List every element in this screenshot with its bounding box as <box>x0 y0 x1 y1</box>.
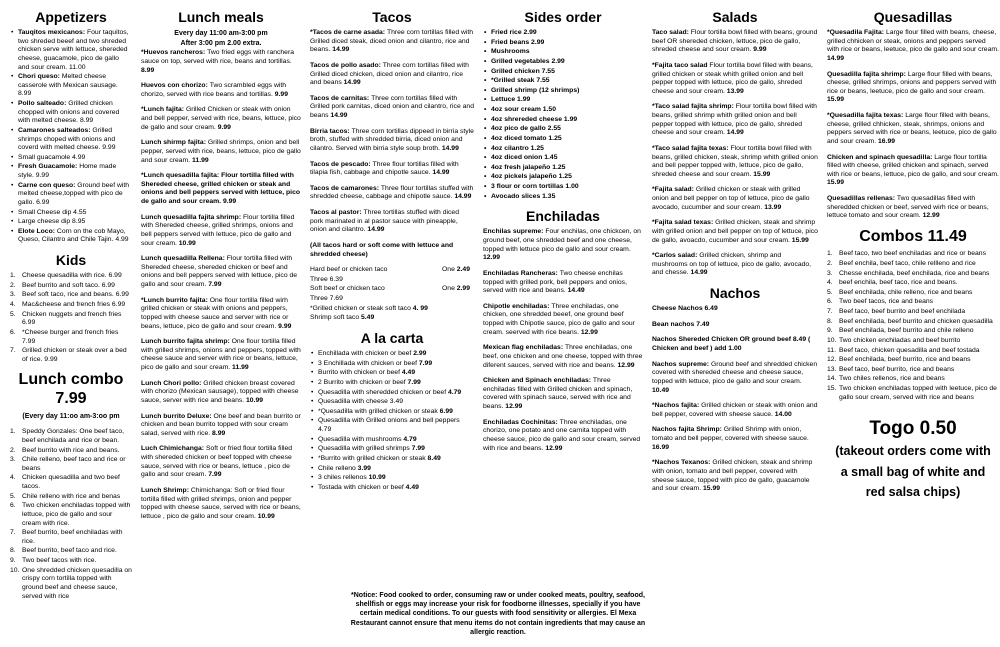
menu-item: *Carlos salad: Grilled chicken, shrimp and mushrooms on top of lettuce, pico de gallo, avocado, and chesse. 14.99 <box>652 252 812 277</box>
menu-item: • Grilled shrimp (12 shrimps) <box>483 87 643 96</box>
menu-item: • Small guacamole 4.99 <box>10 154 132 163</box>
section-lunch-meals <box>141 9 301 521</box>
menu-item: Beef taco, two beef enchiladas and rice or beans <box>839 250 986 258</box>
menu-item: • *Grilled steak 7.55 <box>483 77 643 86</box>
menu-item: Beef enchilada, chile relleno, rice and beans <box>839 288 973 296</box>
menu-item: Beef taco, beef burrito, rice and beans <box>839 365 955 373</box>
menu-item: Beef enchilada, beef burrito and chile relleno <box>839 327 974 335</box>
menu-item: • *Burrito with grilled chicken or steak 8.49 <box>310 455 474 464</box>
menu-item: Tacos al pastor: Three tortillas stuffed with diced pork marinated in al pastor sauce with pineapple, onion and cilantro. 14.99 <box>310 209 459 234</box>
menu-item: Chile relleno, beef taco and rice or beans <box>22 456 126 472</box>
menu-item: *Fajita taco salad Flour tortilla bowl filled with beans, grilled chicken or steak whith grilled onion and bell pepper topped with lettuce, pico de gallo, shreded cheese and sour cream. 13.99 <box>652 61 813 95</box>
menu-item: Two chiles rellenos, rice and beans <box>839 375 945 383</box>
menu-item: *Huevos rancheros: Two fried eggs with ranchera sauce on top, served with rice, beans and tortillas. 8.99 <box>141 49 295 74</box>
menu-item: *Cheese burger and french fries 7.99 <box>22 328 119 345</box>
section-title: Togo 0.50 <box>869 418 957 440</box>
menu-item: • Quesadilla with cheese 3.49 <box>310 398 474 407</box>
menu-item: Huevos con chorizo: Two scrambled eggs with chorizo, served with rice beans and tortillas. 9.99 <box>141 82 288 98</box>
menu-item: *Quesadilla fajita texas: Large flour filled with beans, cheese, grilled chhicken, steak, shrimps, onions and peppers served with rice or beans, leetuce, pico de gallo and sour cream. 16.99 <box>827 112 997 145</box>
menu-item: Tacos de carnitas: Three corn tortillas filled with Grilled pork carnitas, diced onion and cilantro, rice and beans 14.99 <box>310 94 474 120</box>
menu-item: • Quesadilla with grilled shrimps 7.99 <box>310 445 474 454</box>
section-items <box>310 266 474 323</box>
menu-item: Beef burrito, beef taco and rice. <box>22 547 117 555</box>
menu-item: Beef taco, beef burrito and beef enchilada <box>839 308 966 316</box>
menu-column-3 <box>310 6 474 499</box>
menu-column-2 <box>141 6 301 528</box>
section-title: Nachos <box>709 285 761 302</box>
section-kids <box>10 252 132 364</box>
menu-item: Lunch Chori pollo: Grilled chicken breast covered with chorizo (Mexican sausage), topped with cheese sauce, server with rice and beans. 10.99 <box>141 379 299 404</box>
menu-item: Cheese quesadilla with rice. 6.99 <box>22 272 122 280</box>
menu-item: Tacos de camarones: Three flour tortillas stuffed with shredded cheese, cabbage and chipotle sauce. 14.99 <box>310 184 474 201</box>
menu-item: Taco salad: Flour tortilla bowl filled with beans, ground beef OR shereded chicken, lettuce, pico de gallo, shreded cheese and sour cream. 9.99 <box>652 29 818 54</box>
allergy-notice: *Notice: Food cooked to order, consuming raw or under cooked meats, poultry, seafood, shellfish or eggs may increase your risk for foodborne illnesses, specially if you have certain medical conditions. To our guests with food sensitivity or allergies. El Mexa Restaurant cannot ensure that menu items do not contain ingredients that may cause an allergic reaction. <box>350 592 646 636</box>
menu-item: Soft beef or chicken taco One 2.99 <box>310 285 474 294</box>
section-items <box>652 29 818 278</box>
section-subtitle: (Every day 11:oo am-3:oo pm <box>22 413 120 421</box>
menu-item: Three 7.69 <box>310 295 343 303</box>
menu-item: • Fried beans 2.99 <box>483 39 643 48</box>
menu-item: • Tauqitos mexicanos: Four taquitos, two shreded beeef and two shreded chicken serve with lettuce, shereded cheese, guacamole, pico de gallo and sour cream. 11.00 <box>10 29 132 72</box>
menu-item: • 4oz cilantro 1.25 <box>483 145 643 154</box>
menu-column-1 <box>10 6 132 608</box>
section-combos-11-49 <box>827 228 999 402</box>
section-items <box>827 29 999 221</box>
price-right: One 2.49 <box>442 266 470 274</box>
menu-item: • Fried rice 2.99 <box>483 29 643 38</box>
menu-item: Beef enchilada, beef burrito, rice and beans <box>839 356 971 364</box>
menu-item: Lunch Shrimp: Chimichanga: Soft or fried flour tortilla filled with grilled shrimps, onion and pepper topped with cheese sauce, served with rice or beans, lettuce , pico de gallo and sour cream. 10.99 <box>141 486 301 520</box>
menu-item: Quesadillas rellenas: Two quesadillas filled with sheredded chicken or beef, served wirh rice or beans, lettuce tomato and sour cream. 12.99 <box>827 195 989 220</box>
menu-item: *Lunch fajita: Grilled Chicken or steak with onion and bell pepper, served with rice, beans, lettuce, pico de gallo and sour cream. 9.99 <box>141 106 301 131</box>
menu-item: Hard beef or chicken taco One 2.49 <box>310 266 474 275</box>
menu-item: • 2 Burrito with chicken or beef 7.99 <box>310 379 474 388</box>
menu-item: • Lettuce 1.99 <box>483 96 643 105</box>
menu-item: Mac&cheese and french fries 6.99 <box>22 301 126 309</box>
section-items <box>483 29 643 201</box>
menu-item: Grilled chicken or steak over a bed of rice. 9.99 <box>22 347 127 363</box>
menu-item: • Tostada with chicken or beef 4.49 <box>310 484 474 493</box>
menu-item: Chesse enchilada, beef enchilada, rice and beans <box>839 269 990 277</box>
section-items <box>310 350 474 492</box>
menu-item: Beef taco, chicken quesadilla and beef tostada <box>839 346 980 354</box>
menu-item: • Grilled vegetables 2.99 <box>483 58 643 67</box>
section-sides-order <box>483 9 643 201</box>
menu-item: Shrimp soft taco 5.49 <box>310 314 375 322</box>
menu-item: Quesadilla fajita shrimp: Large flour filled with beans, cheese, grilled shrimps, onions and peppers served with rice or beans, leetuce, pico de gallo and sour cream. 15.99 <box>827 70 997 104</box>
menu-item: Chicken and Spinach enchiladas: Three enchiladas filled with Grilled chicken and spinach, covered with spinach sauce, served with rice and beans. 12.99 <box>483 377 633 411</box>
menu-item: *Fajita salad texas: Grilled chicken, steak and shrimp with grilled onion and bell pepper on top of lettuce, pico de gallo, avoacdo, cucumber and sour cream. 15.99 <box>652 219 818 244</box>
menu-item: • 4oz diced tomato 1.25 <box>483 135 643 144</box>
menu-column-4 <box>483 6 643 460</box>
menu-item: • 4oz diced onion 1.45 <box>483 154 643 163</box>
menu-item: • Quesadilla with sheredded chicken or beef 4.79 <box>310 389 474 398</box>
menu-item: • 4oz sour cream 1.50 <box>483 106 643 115</box>
menu-item: • 3 Enchillada with chicken or beef 7.99 <box>310 360 474 369</box>
menu-item: • 3 flour or corn tortillas 1.00 <box>483 183 643 192</box>
section-subtitle: (takeout orders come with <box>835 444 991 459</box>
section-title: Appetizers <box>35 9 107 25</box>
section-lunch-combo-7-99 <box>10 371 132 601</box>
menu-item: *Nachos Texanos: Grilled chicken, steak and shrimp with onion, tomato and bell pepper, covered with sheese sauce, topped with pico de gallo, guacamole and sour cream. 15.99 <box>652 459 813 493</box>
section-subtitle: red salsa chips) <box>865 484 961 499</box>
menu-item: Beef burrito and soft taco. 6.99 <box>22 281 115 289</box>
menu-item: Beef burrito with rice and beans. <box>22 446 120 454</box>
menu-item: Enchiladas Rancheras: Two cheese enchilas topped with grilled pork, bell peppers and onios, served with rice and beans. 14.49 <box>483 269 627 295</box>
menu-item: Chipotle enchiladas: Three enchiladas, one chicken, one shredded beeef, one ground beef topped with Chipotle sauce, pico de gallo and sour cream. seerved with rice beans. 12.99 <box>483 302 635 336</box>
menu-item: • Elote Loco: Corn on the cob Mayo, Queso, Cilantro and Chile Tajin. 4.99 <box>10 228 132 245</box>
menu-item: Lunch quesadilla Rellena: Flour tortilla filled with Shereded cheese, shereded chicken or beef and onions and bell peppers served with lettuce, pico de gallo and sour cream. 7.99 <box>141 255 298 289</box>
section-items <box>827 250 999 402</box>
menu-item: • 4oz shrereded cheese 1.99 <box>483 116 643 125</box>
menu-item: Beef enchila, beef taco, chile rellleno and rice <box>839 259 976 267</box>
menu-item: Mexican flag enchiladas: Three enchiladas, one beef, one chicken and one cheese, topped with three diferent sauces, served with rice and beans. 12.99 <box>483 344 643 369</box>
menu-item: *Taco salad fajita shrimp: Flour tortilla bowl filled with beans, grilled shrimp whith grilled onion and bell pepper topped with lettuce, pico de gallo, shreded cheese and sour cream. 14.99 <box>652 103 817 137</box>
menu-item: • Carne con queso: Ground beef with melted cheese,topped with pico de gallo. 6.99 <box>10 182 132 208</box>
menu-item: Chicken quesadilla and two beef tacos. <box>22 474 120 491</box>
menu-item: Speddy Gonzales: One beef taco, beef enchilada and rice or bean. <box>22 428 125 444</box>
menu-item: Two beef tacos, rice and beans <box>839 298 934 306</box>
menu-item: • Chile relleno 3.99 <box>310 465 474 474</box>
section-title: Combos 11.49 <box>859 227 967 245</box>
menu-item: Nachos fajita Shrimp: Grilled Shrimp with onion, tomato and bell pepper, covered with sheese sauce. 16.99 <box>652 426 809 451</box>
menu-item: • Burrito with chicken or beef 4.49 <box>310 369 474 378</box>
price-right: One 2.99 <box>442 285 470 293</box>
menu-item: Tacos de pescado: Three flour tortillas filled with tilapia fish, cabbage and chipotle sauce. 14.99 <box>310 160 459 177</box>
menu-item: Lunch quesadilla fajita shrimp: Flour tortilla filled with Shereded cheese, grilled shrimps, onions and bell peppers served with lettuce, pico de gallo and sour cream. 10.99 <box>141 213 295 247</box>
menu-item: Bean nachos 7.49 <box>652 320 710 328</box>
menu-item: *Lunch quesadilla fajita: Flour tortilla filled with Shereded cheese, grilled chicken or steak and onions and bell peppers served with lettuce, pico de gallo and sour cream. 9.99 <box>141 172 301 206</box>
menu-item: • Small Cheese dip 4.55 <box>10 209 132 218</box>
menu-item: One shredded chicken quesadilla on crispy corn tortilla topped with ground beef and cheese sauce, served with rice <box>22 566 132 600</box>
section-subtitle: After 3:00 pm 2.00 extra. <box>180 40 262 48</box>
menu-item: Two chicken enchiladas topped with leetuce, pico de gallo sour cream, served with rice and beans <box>839 385 997 401</box>
section-title: A la carta <box>360 329 424 346</box>
menu-item: Tacos de pollo asado: Three corn tortillas filled with Grilled diced chicken, diced onion and cilantro, rice and beans 14.99 <box>310 61 469 87</box>
menu-item: Luch Chimichanga: Soft or fried flour tortilla filled with shereded chicken or beef topped with cheese sauce, served with rice or beans, lettuce , pico de gallo and sour cream. 7.99 <box>141 445 293 479</box>
menu-item: • Pollo salteado: Grilled chicken chopped with onions and covered with melted cheese. 8.99 <box>10 100 132 126</box>
menu-item: *Lunch burrito fajita: One flour tortilla filled wirh grilled chicken or steak with onions and peppers, topped with cheese sauce and server with rice or beans, lettuce, pico de gallo and sour cream. 9.99 <box>141 296 292 330</box>
menu-column-5 <box>652 6 818 501</box>
menu-item: Chicken nuggets and french fries 6.99 <box>22 310 122 327</box>
section-quesadillas <box>827 9 999 221</box>
menu-item: • 4oz pico de gallo 2.55 <box>483 125 643 134</box>
menu-item: • Quesadilla with Grilled onions and bell peppers 4.79 <box>310 417 474 434</box>
section-title: Enchiladas <box>526 208 600 225</box>
section-appetizers <box>10 9 132 245</box>
section-title: Sides order <box>524 9 602 25</box>
menu-item: Cheese Nachos 6.49 <box>652 305 718 313</box>
menu-item: Lunch burrito fajita shrimp: One flour tortilla filled with grilled shrimps, onions and peppers, topped with cheese sauce and server with rice or beans, lettuce, pico de gallo and sour cream. 11.99 <box>141 338 301 372</box>
section-nachos <box>652 285 818 494</box>
section-subtitle: a small bag of white and <box>840 464 986 479</box>
section-title: Quesadillas <box>873 9 953 25</box>
menu-item: • Quesadilla with mushrooms 4.79 <box>310 436 474 445</box>
menu-item: *Grilled chicken or steak soft taco 4. 99 <box>310 304 428 312</box>
menu-item: • 3 chiles rellenos 10.99 <box>310 474 474 483</box>
menu-item: • Enchillada with chicken or beef 2.99 <box>310 350 474 359</box>
menu-item: *Tacos de carne asada: Three corn tortillas filled with Grilled diced steak, diced onion and cilantro, rice and beans. 14.99 <box>310 29 474 54</box>
menu-item: Lunch shirmp fajita: Grilled shrimps, onion and bell pepper, served with rice, beans, lettuce, pico de gallo and sour cream. 11.99 <box>141 139 301 164</box>
menu-item: • 4oz fresh jalapeño 1.25 <box>483 164 643 173</box>
menu-item: Chile relleno with rice and benas <box>22 492 121 500</box>
section-price-lines <box>310 266 474 323</box>
section-items <box>483 228 643 453</box>
menu-item: Two chicken enchiladas topped with lettuce, pico de gallo and sour cream with rice. <box>22 502 131 527</box>
menu-item: • Fresh Guacamole: Home made style. 9.99 <box>10 163 132 180</box>
menu-item: Beef burrito, beef enchiladas with rice. <box>22 529 123 545</box>
section-title: Salads <box>712 9 758 25</box>
menu-item: Chicken and spinach quesadilla: Large flour tortilla filled with cheese, grilled chicken and spinach, served with rice or beans, lettuce, pico de gallo, and sour cream. 15.99 <box>827 153 999 187</box>
menu-item: Enchilas supreme: Four enchilas, one chickcen, on ground beef, one shredded beef and one cheese, topped with lettuce pico de gallo and sour cream. 12.99 <box>483 228 641 262</box>
section-salads <box>652 9 818 278</box>
menu-item: Two beef tacos with rice. <box>22 557 97 565</box>
section-title: Lunch meals <box>178 9 264 25</box>
section-items <box>10 272 132 364</box>
menu-item: Three 6.39 <box>310 275 343 283</box>
menu-item: beef enchila, beef taco, rice and beans. <box>839 279 958 287</box>
menu-item: • Mushrooms <box>483 48 643 57</box>
menu-item: Lunch burrito Deluxe: One beef and bean burrito or chicken and bean burrito topped with sour cream salad, served with rice. 8.99 <box>141 412 301 437</box>
menu-item: *Quesadila Fajita: Large flour filled with beans, cheese, grilled chhicken or steak, onions and peppers served with rice or beans, leetuce, pico de gallo and sour cream. 14.99 <box>827 29 999 62</box>
menu-item: Beef enchilada, beef burrito and chicken quesadilla <box>839 317 993 325</box>
menu-item: Two chicken enchiladas and beef burrito <box>839 336 961 344</box>
section-title: Lunch combo 7.99 <box>18 371 124 407</box>
section-items <box>10 428 132 601</box>
section-items <box>141 49 301 521</box>
menu-item: Nachos supreme: Ground beef and shredded chicken covered with shereded cheese and cheese sauce, topped with lettuce, pico de gallo and sour cream. 10.49 <box>652 360 818 394</box>
menu-item: • *Quesadilla with grilled chicken or steak 6.99 <box>310 408 474 417</box>
menu-item: (All tacos hard or soft come with lettuce and shredded cheese) <box>310 241 454 258</box>
section-items <box>652 305 818 494</box>
section-a-la-carta <box>310 330 474 492</box>
menu-item: • Large cheese dip 8.95 <box>10 218 132 227</box>
menu-item: *Fajita salad: Grilled chicken or steak with grilled onion and bell pepper on top of lettuce, pico de gallo avocado, cucumber and sour cream. 13.99 <box>652 186 810 211</box>
menu-item: *Nachos fajita: Grilled chicken or steak with onion and bell pepper, covered with sheese sauce. 14.00 <box>652 402 818 418</box>
menu-item: • Camarones salteados: Grilled shrimps choped with onions and coverd with melted cheese. 9.99 <box>10 127 132 153</box>
section-items <box>10 29 132 245</box>
section-subtitle: Every day 11:00 am-3:00 pm <box>174 30 268 38</box>
menu-item: • 4oz pickels jalapeño 1.25 <box>483 173 643 182</box>
section-enchiladas <box>483 208 643 453</box>
menu-item: • Chori queso: Melted cheese casserole with Mexican sausage. 8.99 <box>10 73 132 99</box>
menu-item: • Avocado slices 1.35 <box>483 193 643 202</box>
menu-column-6 <box>827 6 999 509</box>
menu-item: *Taco salad fajita texas: Flour tortilla bowl filled with beans, grilled chicken, steak, shrimp whith grilled onion and bell pepper topped with, lettuce, pico de gallo, shreded cheese and sour cream. 15.99 <box>652 144 818 178</box>
menu-item: • Grilled chicken 7.55 <box>483 68 643 77</box>
menu-item: Beef soft taco, rice and beans. 6.99 <box>22 291 129 299</box>
menu-item: Birria tacos: Three corn tortillas dippeed in birria style broth, stuffed with shredded birria, diced onion and cilantro. Served with birria style soup broth. 14.99 <box>310 127 474 152</box>
menu-item: Enchiladas Cochinitas: Three enchiladas, one chorizo, one potato and one carnita topped with cheese sauce, pico de gallo and sour cream, served with rice and beans. 12.99 <box>483 418 641 452</box>
section-tacos <box>310 9 474 259</box>
section-title: Kids <box>55 252 87 269</box>
section-togo-0-50 <box>827 418 999 502</box>
menu-item: Nachos Shereded Chicken OR ground beef 8.49 ( Chicken and beef ) add 1.00 <box>652 336 811 353</box>
section-items <box>310 29 474 259</box>
section-title: Tacos <box>372 9 412 25</box>
